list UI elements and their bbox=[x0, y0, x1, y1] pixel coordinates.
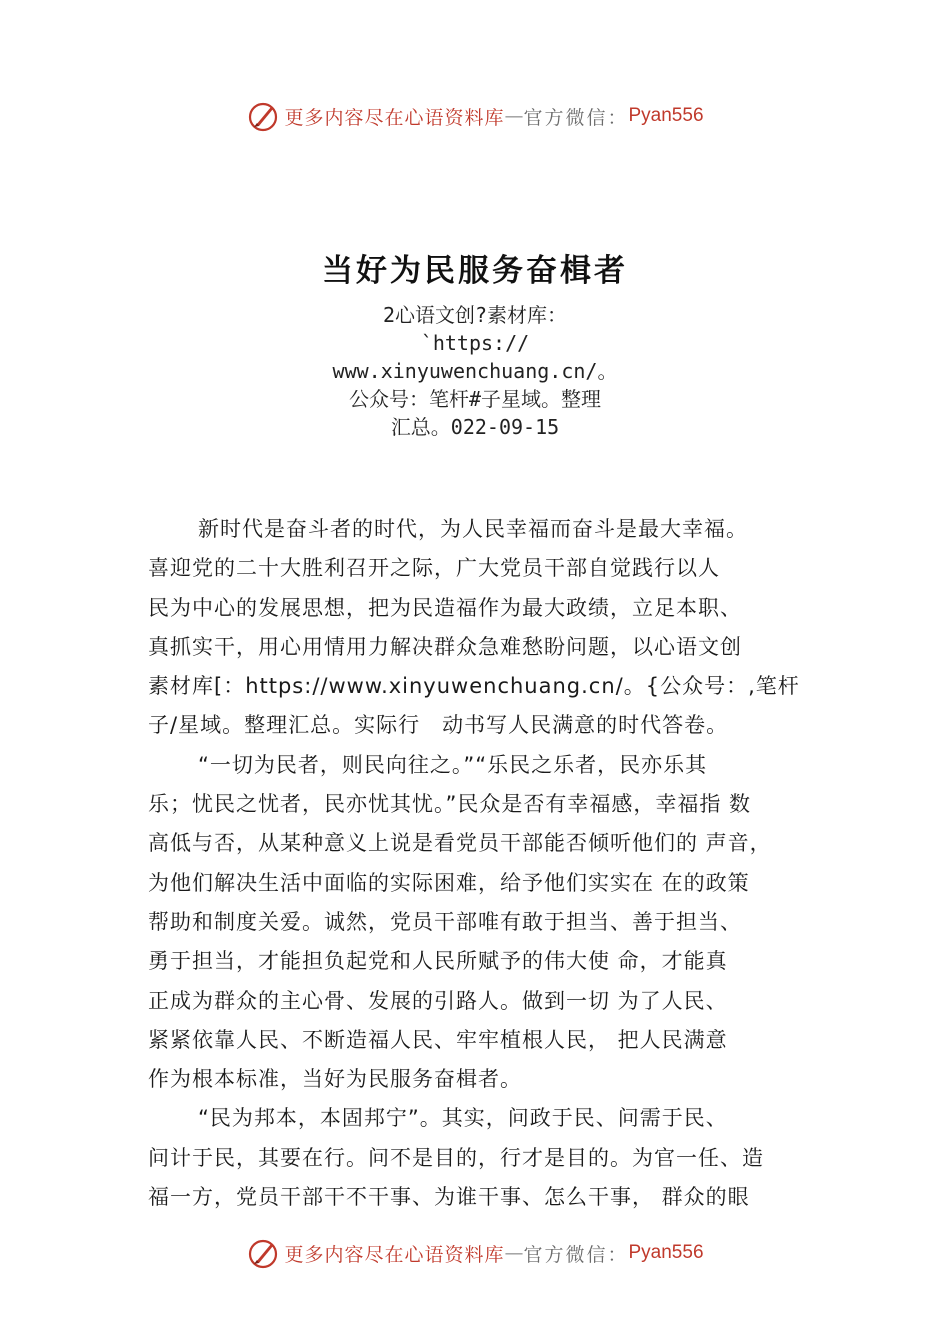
body-line: 素材库[：https://www.xinyuwenchuang.cn/。{公众号：,笔杆 bbox=[148, 674, 800, 699]
body-line: 紧紧依靠人民、不断造福人民、牢牢植根人民， 把人民满意 bbox=[148, 1027, 728, 1052]
watermark-separator: — bbox=[504, 105, 524, 127]
body-line: 福一方，党员干部干不干事、为谁干事、怎么干事， 群众的眼 bbox=[148, 1185, 750, 1210]
document-title: 当好为民服务奋楫者 bbox=[322, 253, 628, 289]
body-line: 勇于担当，才能担负起党和人民所赋予的伟大使 命，才能真 bbox=[148, 949, 728, 974]
watermark-label: 官方微信： bbox=[523, 1243, 629, 1266]
watermark-separator: — bbox=[504, 1242, 524, 1264]
meta-line: www.xinyuwenchuang.cn/。 bbox=[332, 359, 618, 383]
meta-line: 2心语文创?素材库： bbox=[382, 303, 568, 327]
meta-line: `https:// bbox=[420, 331, 530, 355]
watermark-banner-bottom bbox=[0, 1233, 950, 1273]
meta-line: 汇总。022-09-15 bbox=[390, 415, 560, 439]
document-meta bbox=[0, 301, 950, 441]
meta-line: 公众号：笔杆#子星域。整理 bbox=[348, 387, 602, 411]
watermark-label: 官方微信： bbox=[523, 106, 629, 129]
body-line: 为他们解决生活中面临的实际困难，给予他们实实在 在的政策 bbox=[148, 870, 750, 895]
body-line: 民为中心的发展思想，把为民造福作为最大政绩，立足本职、 bbox=[148, 595, 742, 620]
body-line: 作为根本标准，当好为民服务奋楫者。 bbox=[148, 1067, 522, 1092]
body-line: 高低与否，从某种意义上说是看党员干部能否倾听他们的 声音， bbox=[148, 831, 772, 856]
body-line: 乐；忧民之忧者，民亦忧其忧。”民众是否有幸福感，幸福指 数 bbox=[148, 792, 752, 817]
body-line: 真抓实干，用心用情用力解决群众急难愁盼问题，以心语文创 bbox=[148, 634, 742, 659]
watermark-wechat-id: Pyan556 bbox=[628, 105, 704, 126]
quill-pen-logo-icon bbox=[246, 1236, 280, 1270]
body-line: 喜迎党的二十大胜利召开之际，广大党员干部自觉践行以人 bbox=[148, 556, 720, 581]
body-line: 正成为群众的主心骨、发展的引路人。做到一切 为了人民、 bbox=[148, 988, 728, 1013]
document-body bbox=[148, 510, 828, 1217]
body-line: 新时代是奋斗者的时代，为人民幸福而奋斗是最大幸福。 bbox=[198, 517, 748, 541]
watermark-banner-top bbox=[0, 96, 950, 136]
body-line: 帮助和制度关爱。诚然，党员干部唯有敢于担当、善于担当、 bbox=[148, 909, 742, 934]
quill-pen-logo-icon bbox=[246, 99, 280, 133]
body-line: 问计于民，其要在行。问不是目的，行才是目的。为官一任、造 bbox=[148, 1145, 764, 1170]
body-line: “民为邦本，本固邦宁”。其实，问政于民、问需于民、 bbox=[198, 1106, 728, 1131]
body-line: “一切为民者，则民向往之。”“乐民之乐者，民亦乐其 bbox=[198, 752, 708, 777]
watermark-text: 更多内容尽在心语资料库 bbox=[284, 106, 505, 129]
watermark-wechat-id: Pyan556 bbox=[628, 1242, 704, 1263]
body-line: 子/星域。整理汇总。实际行 动书写人民满意的时代答卷。 bbox=[148, 713, 729, 738]
watermark-text: 更多内容尽在心语资料库 bbox=[284, 1243, 505, 1266]
